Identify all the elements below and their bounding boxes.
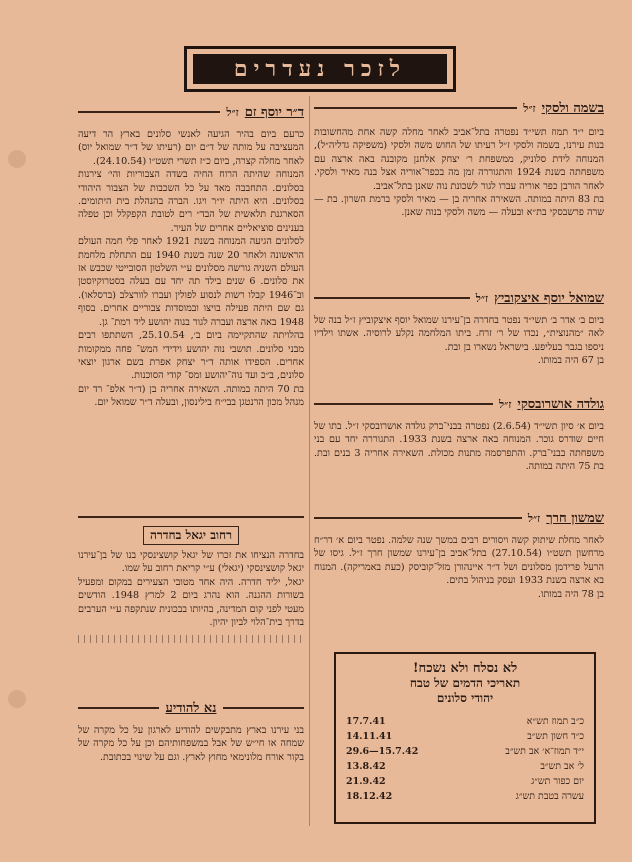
box-line-3: יהודי סלונים (436, 691, 494, 705)
paragraph: בן 78 היה במותו. (537, 588, 604, 600)
paragraph: ביום א׳ סיון תשי״ד (2.6.54) נפטרה בבני־ברק גולדה אושרובסקי ז״ל. בתו של חיים שודרס גוכר. המנוחה באה ארצה בשנת 1933. התגוררה יחד עם בני משפחתה בבני־ברק. והתפרסמה מתנות מכולת. השאירה אחריה 3 בנים ובת. בת 75 היתה במותה. (314, 421, 604, 473)
memorial-box (334, 652, 596, 824)
paragraph: בן 67 היה במותו. (537, 355, 604, 367)
heading-rule (78, 111, 220, 113)
section-suffix: ז״ל (527, 511, 541, 525)
gregorian-date: 21.9.42 (346, 776, 386, 787)
heading-rule (314, 107, 517, 109)
section-heading (314, 100, 604, 116)
paragraph: המנוחה שהיתה הרוח החיה בשדה הצבוריות והי׳ צירנות בסלונים. התחבבה מאד על כל השכבות של הצבור היהודי בסלונים. היא היתה יו״ר ויגו. הברה בהנהלת בית היתומים. הסארגנת תלאשית של הבד״ רים לטובת הקפקלל וכן טפלה בענינים סוציאליים אחרים של העיר. (78, 169, 304, 234)
section-heading (314, 290, 604, 306)
paragraph: כרעם ביום בהיר הגיעה לאנשי סלונים בארץ הר דיעה המעציבה על מותה של ד״ם יום (רעיתו של ד״ר שמואל יוס) לאחר מחלה קצרה, ביום כ״ז תשרי תשט״ו (24.10.54). (78, 129, 304, 167)
section-suffix: ז״ל (226, 105, 239, 119)
section-heading (78, 700, 304, 716)
section-suffix: ז״ל (475, 291, 489, 305)
hebrew-date: כ״ב תמוז תש״א (526, 716, 584, 727)
paragraph: בת 83 היתה במותה. השאירה אחריה בן — מאיר ולסקי ברמת השרון. בת — שרה פרשבסקי בת״א ובעלה — משה ולסקי בנוה שאנן. (314, 194, 604, 219)
section-heading (314, 396, 604, 412)
section-heading (314, 510, 604, 526)
column-divider (309, 96, 310, 826)
heading-rule (314, 297, 470, 299)
paragraph: ביום ב׳ אדר ב׳ תשי״ד נפטר בחדרה בן־עירנו שמואל יוסף איצקוביץ ז״ל בנה של לאה ״מהנוצית״, נכדו של ר׳ זרח. ביתו המלחמה נקלע לרוסיה. אשתו וילדיו ניספו בגבר בעליפע. בישראל נשארו בן ובת. (314, 315, 604, 353)
table-row (346, 789, 584, 804)
heading-rule (223, 707, 305, 709)
section-title: רחוב יגאל בחדרה (143, 526, 239, 545)
section-title: ד״ר יוסף זם (244, 105, 304, 120)
heading-rule (78, 707, 160, 709)
paragraph: בני עירנו בארץ מתבקשים להודיע לארגון על כל מקרה של שמחה או חי״ש של אבל במשפחותיהם וכן על כל מקרה של בקור אורח מלונימאי מחוץ לארץ. וגם על שינוי בכתובת. (78, 725, 304, 763)
table-row (346, 729, 584, 744)
gregorian-date: 14.11.41 (346, 731, 393, 742)
section-title: שמואל יוסף איצקוביץ (494, 291, 604, 306)
section-title: נא להודיע (165, 701, 217, 716)
street-section (78, 516, 304, 643)
paragraph: לאחר מחלת שיתוק קשה ויסורים רבים במשך שנה שלמה. נפטר ביום א׳ דר״ח מרחשון תשט״ו (27.10.54) בתל־אביב בן־עירנו שמשון חרך ז״ל. גיסו של הרעל פרידמן מסלונים ושל ד״ר איינהורן מזל־קוביסק (כעת באמריקה). המנוח בא ארצה בשנת 1933 ועסק בניהול בתים. (314, 535, 604, 587)
paragraph: בת 70 היתה במותה. השאירה אחריה בן (ד״ר אלפ־ רד יום מנהל מכון הרנטגן בבי״ח בילינסון, ובעלה ד״ר שמואל יום. (78, 383, 304, 409)
gregorian-date: 17.7.41 (346, 716, 386, 727)
section-title: גולדה אושרובסקי (517, 397, 604, 412)
table-row (346, 774, 584, 789)
masthead-title: לזכר נעדרים (193, 54, 447, 84)
paragraph: לסלונים הגיעה המנוחה בשנת 1921 לאחר פלי חמה העולם הראשונה ולאחר 20 שנה בשנת 1940 עם התחלת מלחמת העולם השניה גורשה מסלונים ע״י השלטון הסובייטי שכבש אז את סלונים. 6 שנים בילד תה יחד עם בעלה בסטרוקיוסטן וב־1946 קבלו רשות לנסוע לפולין ועברו לוורצלב (ברסלאו). גם שם היתה פעילה בויצו ובמוסדות צבוריים אחרים. בסוף 1948 באה ארצה ועברה לגור בנוה יהושע ליד רמת־ גן. (78, 236, 305, 328)
hebrew-date: י״ד תמוז־א׳ אב תש״ב (505, 746, 584, 757)
box-line-1: לא נסלח ולא נשכח! (412, 661, 518, 676)
paragraph: בחדרה הנציחו את זכרו של יגאל קושצינסקי בנו של בן־עירנו יגאל קושצינסקי (יגאלי) ע״י קריאת רחוב על שמו. (78, 550, 304, 575)
gregorian-date: 29.6—15.7.42 (346, 746, 419, 757)
section-title: שמשון חרך (546, 511, 604, 526)
punch-hole (8, 150, 26, 168)
gregorian-date: 18.12.42 (346, 791, 393, 802)
wavy-divider (78, 635, 304, 643)
obituary-section (314, 290, 604, 368)
masthead (184, 46, 456, 92)
paragraph: יגאל, יליד חדרה. היה אחד מטובי הצעירים במקום ומפעיל בשורות ההגנה. הוא נהרג ביום 2 למרץ 1948. הודשים מעטי לפני קום המדינה, בהיותו בבכונית שנתקפה ע״י הערבים בדרך בית־הלוי לביון יהיון. (78, 576, 304, 629)
table-row (346, 714, 584, 729)
table-row (346, 744, 584, 759)
obituary-section (314, 396, 604, 474)
obituary-section (314, 510, 604, 601)
obituary-section (78, 104, 304, 410)
section-suffix: ז״ל (523, 101, 536, 115)
hebrew-date: עשרה בטבת תש״ג (515, 791, 584, 802)
hebrew-date: כ״ד חשון תש״ב (527, 731, 584, 742)
obituary-section (314, 100, 604, 220)
hebrew-date: יום כפור תש״ג (531, 776, 584, 787)
gregorian-date: 13.8.42 (346, 761, 386, 772)
section-heading (78, 104, 304, 120)
section-rule (78, 516, 304, 518)
massacre-dates-table (346, 714, 584, 804)
hebrew-date: ל׳ אב תש״ב (540, 761, 584, 772)
section-title: בשמה ולסקי (541, 101, 604, 116)
punch-hole (8, 690, 26, 708)
section-suffix: ז״ל (499, 397, 512, 411)
paragraph: בהלויתה שהתקיימה ביום ב׳, 25.10.54, השתתפו רבים מבני סלונים. תושבי נוה יהושע וידידי המש־ פחה ממקומות אחרים. הספידו אותה ד״ר יצחק אפרת בשם ארגון יוצאי סלונים, ב״כ ועד נוה־יהושע ומס־ קודי הסוכנות. (78, 330, 305, 382)
notice-section (78, 700, 304, 764)
heading-rule (314, 517, 522, 519)
table-row (346, 759, 584, 774)
box-line-2: תאריכי הדמים של טבח (409, 676, 521, 690)
heading-rule (314, 403, 493, 405)
section-heading (78, 524, 304, 545)
paragraph: ביום י״ד תמוז תשי״ד נפטרה בתל־אביב לאחר מחלה קשה אחת מהחשובות בנות עירנו, בשמה ולסקי ז״ל רעיתו של החוש משה ולסקי (משפיקה גדליה״ל), המנוחה לידת סלוניק, ממשפחת ר׳ יצחק אלחנן מקובנה באה ארצה עם משפחתה בשנת 1924 והתגוררה זמן מה בכפר־אוריה אצל בנה מאיר ולסקי. לאחר הורבן כפר אוריה עברו לגור לשכונת נוה שאנן בתל־אביב. (314, 127, 604, 192)
